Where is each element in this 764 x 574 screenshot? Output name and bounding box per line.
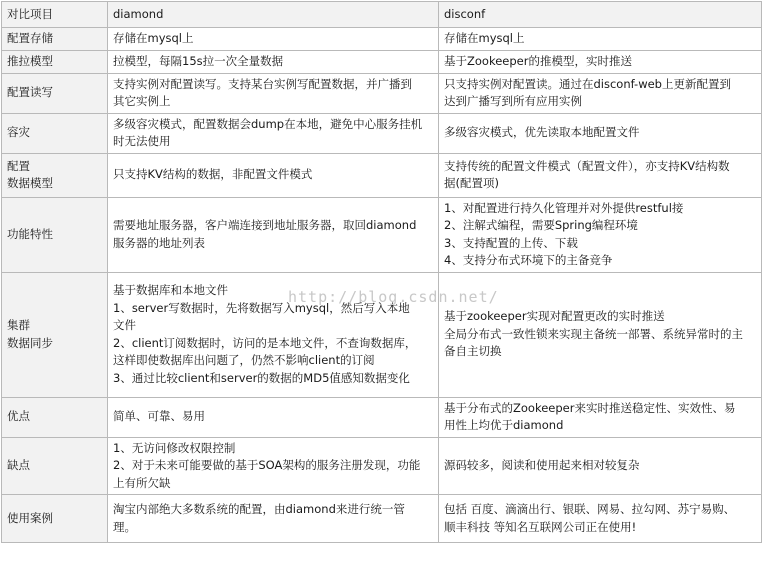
cell-text-line: 支持实例对配置读写。支持某台实例写配置数据，并广播到 (113, 76, 412, 91)
disconf-cell (439, 73, 762, 113)
cell-text-line: 淘宝内部绝大多数系统的配置，由diamond来进行统一管 (113, 502, 405, 516)
row-label-cell (2, 397, 108, 437)
cell-text-line: 多级容灾模式，优先读取本地配置文件 (444, 125, 640, 140)
disconf-cell (439, 28, 762, 51)
disconf-cell (439, 197, 762, 272)
row-label-cell (2, 28, 108, 51)
cell-text-line: 推拉模型 (7, 54, 53, 68)
diamond-cell (108, 51, 439, 74)
cell-text-line: 1、无访问修改权限控制 (113, 440, 236, 455)
cell-text-line: 拉模型，每隔15s拉一次全量数据 (113, 54, 284, 68)
row-label-cell (2, 272, 108, 397)
cell-text-line: 2、注解式编程，需要Spring编程环境 (444, 218, 638, 232)
cell-text-line: 配置读写 (7, 85, 53, 100)
cell-text-line: 需要地址服务器，客户端连接到地址服务器，取回diamond (113, 218, 417, 232)
cell-text-line: 存储在mysql上 (113, 31, 194, 46)
cell-text-line: 1、server写数据时，先将数据写入mysql，然后写入本地 (113, 300, 410, 315)
diamond-cell (108, 272, 439, 397)
cell-text-line: 集群 (7, 318, 30, 332)
cell-text-line: 备自主切换 (444, 344, 502, 359)
cell-text-line: 数据模型 (7, 176, 53, 190)
table-row (2, 495, 762, 543)
cell-text-line: 只支持实例对配置读。通过在disconf-web上更新配置到 (444, 76, 731, 91)
cell-text-line: 其它实例上 (113, 94, 171, 108)
table-row (2, 272, 762, 397)
disconf-cell (439, 397, 762, 437)
cell-text-line: 容灾 (7, 125, 30, 140)
cell-text-line: 数据同步 (7, 335, 53, 350)
cell-text-line: 源码较多，阅读和使用起来相对较复杂 (444, 458, 640, 472)
table-row (2, 437, 762, 495)
disconf-cell (439, 272, 762, 397)
cell-text-line: 时无法使用 (113, 134, 171, 148)
cell-text-line: 基于分布式的Zookeeper来实时推送稳定性、实效性、易 (444, 400, 736, 415)
cell-text-line: 简单、可靠、易用 (113, 409, 205, 424)
cell-text-line: 基于zookeeper实现对配置更改的实时推送 (444, 309, 665, 324)
cell-text-line: 这样即使数据库出问题了，仍然不影响client的订阅 (113, 353, 375, 367)
row-label-cell (2, 437, 108, 495)
table-header-row (2, 2, 762, 28)
row-label-cell (2, 73, 108, 113)
table-row (2, 397, 762, 437)
cell-text-line: 只支持KV结构的数据，非配置文件模式 (113, 167, 313, 182)
cell-text-line: 缺点 (7, 458, 30, 472)
cell-text-line: 理。 (113, 519, 136, 534)
cell-text-line: 3、通过比较client和server的数据的MD5值感知数据变化 (113, 370, 410, 385)
cell-text-line: 3、支持配置的上传、下载 (444, 235, 578, 250)
cell-text-line: 基于数据库和本地文件 (113, 283, 228, 297)
table-row (2, 113, 762, 153)
diamond-cell (108, 113, 439, 153)
cell-text-line: 存储在mysql上 (444, 31, 525, 46)
cell-text-line: 多级容灾模式，配置数据会dump在本地，避免中心服务挂机 (113, 116, 423, 131)
cell-text-line: 文件 (113, 318, 136, 332)
cell-text-line: 据(配置项) (444, 176, 499, 190)
disconf-cell (439, 495, 762, 543)
table-row (2, 73, 762, 113)
disconf-cell (439, 51, 762, 74)
row-label-cell (2, 153, 108, 197)
table-row (2, 28, 762, 51)
table-row (2, 153, 762, 197)
cell-text-line: 4、支持分布式环境下的主备竞争 (444, 253, 613, 267)
cell-text-line: 2、对于未来可能要做的基于SOA架构的服务注册发现，功能 (113, 458, 421, 472)
diamond-cell (108, 153, 439, 197)
table-body (2, 2, 762, 543)
row-label-cell (2, 495, 108, 543)
cell-text-line: 全局分布式一致性锁来实现主备统一部署、系统异常时的主 (444, 326, 743, 341)
disconf-cell (439, 113, 762, 153)
cell-text-line: 用性上均优于diamond (444, 418, 564, 432)
disconf-cell (439, 437, 762, 495)
cell-text-line: 1、对配置进行持久化管理并对外提供restful接 (444, 200, 684, 215)
cell-text-line: 配置 (7, 158, 30, 173)
watermark-text: http://blog.csdn.net/ (288, 288, 499, 306)
diamond-cell (108, 197, 439, 272)
cell-text-line: 功能特性 (7, 226, 53, 241)
diamond-cell (108, 495, 439, 543)
cell-text-line: 上有所欠缺 (113, 475, 171, 490)
header-diamond-cell: diamond (108, 2, 439, 28)
cell-text-line: 支持传统的配置文件模式（配置文件），亦支持KV结构数 (444, 158, 730, 173)
comparison-table (1, 1, 762, 543)
cell-text-line: 2、client订阅数据时，访问的是本地文件，不查询数据库， (113, 335, 417, 350)
cell-text-line: 达到广播写到所有应用实例 (444, 94, 582, 108)
cell-text-line: 配置存储 (7, 31, 53, 46)
diamond-cell (108, 73, 439, 113)
row-label-cell (2, 113, 108, 153)
disconf-cell (439, 153, 762, 197)
cell-text-line: 基于Zookeeper的推模型，实时推送 (444, 54, 632, 68)
cell-text-line: 顺丰科技 等知名互联网公司正在使用! (444, 519, 637, 534)
header-disconf-cell: disconf (439, 2, 762, 28)
row-label-cell (2, 197, 108, 272)
cell-text-line: 服务器的地址列表 (113, 235, 205, 250)
cell-text-line: 优点 (7, 409, 30, 424)
cell-text-line: 使用案例 (7, 510, 53, 525)
row-label-cell (2, 51, 108, 74)
table-row (2, 51, 762, 74)
diamond-cell (108, 28, 439, 51)
diamond-cell (108, 397, 439, 437)
header-item-cell: 对比项目 (2, 2, 108, 28)
diamond-cell (108, 437, 439, 495)
cell-text-line: 包括 百度、滴滴出行、银联、网易、拉勾网、苏宁易购、 (444, 502, 736, 516)
table-row (2, 197, 762, 272)
